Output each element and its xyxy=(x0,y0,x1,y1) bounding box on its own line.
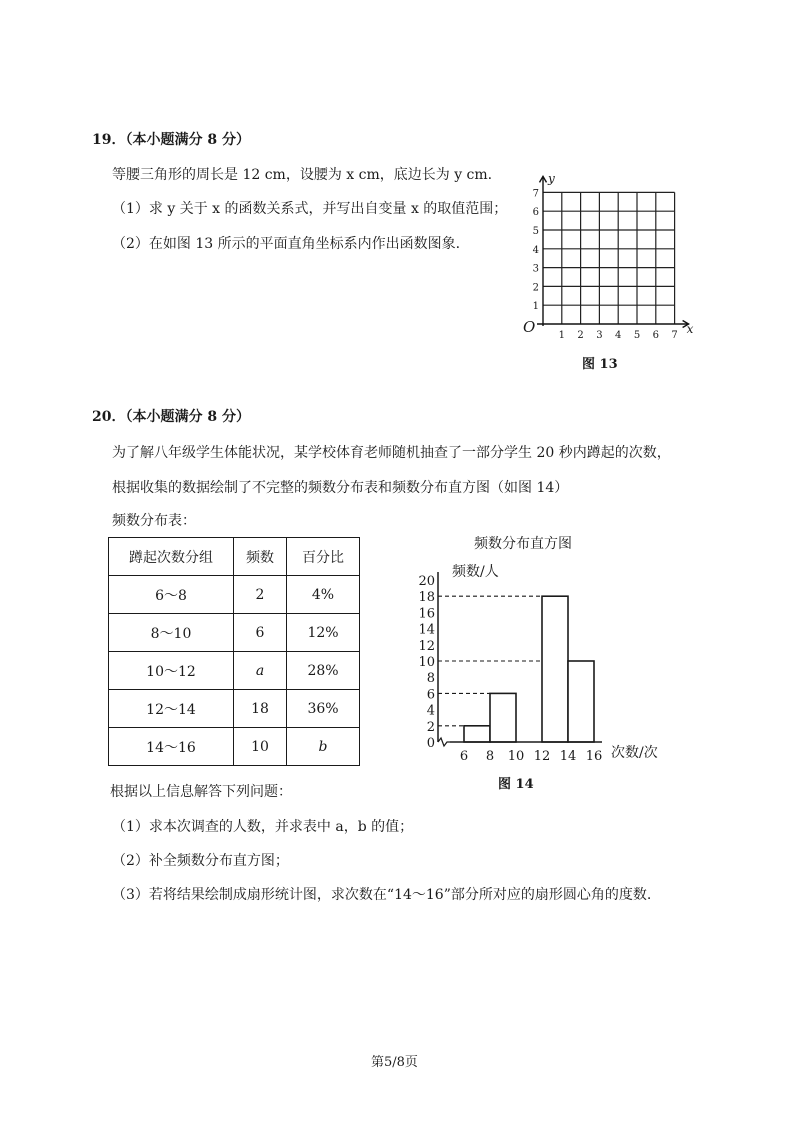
x-tick-labels xyxy=(460,749,602,764)
x-tick-label: 1 xyxy=(558,330,565,340)
table-header: 蹲起次数分组 xyxy=(109,538,234,576)
y-axis-label: y xyxy=(548,171,555,186)
axis-tick-labels xyxy=(523,171,694,340)
q20-part2: （2）补全频数分布直方图； xyxy=(112,853,289,869)
x-tick-label: 6 xyxy=(652,330,659,340)
q19-part1: （1）求 y 关于 x 的函数关系式，并写出自变量 x 的取值范围； xyxy=(112,201,508,217)
y-tick-label: 4 xyxy=(426,703,435,719)
table-cell: 12～14 xyxy=(109,690,234,728)
q20-title: 20．（本小题满分 8 分） xyxy=(92,409,250,425)
table-cell: 12% xyxy=(287,614,360,652)
table-cell: b xyxy=(287,728,360,766)
table-row xyxy=(109,728,360,766)
table-cell: 18 xyxy=(234,690,287,728)
y-tick-label: 8 xyxy=(426,671,435,687)
x-tick-label: 4 xyxy=(615,330,622,340)
y-tick-label: 14 xyxy=(418,622,435,638)
y-tick-label: 18 xyxy=(418,590,435,606)
y-tick-label: 20 xyxy=(418,574,435,589)
q20-part1: （1）求本次调查的人数，并求表中 a，b 的值； xyxy=(112,819,414,835)
q19-stem: 等腰三角形的周长是 12 cm，设腰为 x cm，底边长为 y cm. xyxy=(112,167,493,183)
x-tick-label: 12 xyxy=(533,749,551,764)
histogram-bar xyxy=(490,693,516,742)
x-tick-label: 5 xyxy=(633,330,641,340)
y-tick-label: 1 xyxy=(532,301,539,313)
y-tick-label: 6 xyxy=(532,207,539,219)
histogram-bars xyxy=(464,596,594,742)
x-tick-label: 7 xyxy=(671,330,678,340)
table-cell: 6 xyxy=(234,614,287,652)
histogram-bar xyxy=(568,661,594,742)
y-tick-label: 5 xyxy=(532,226,539,237)
axis-break-mark xyxy=(438,738,450,746)
table-row xyxy=(109,614,360,652)
table-row xyxy=(109,652,360,690)
table-header: 频数 xyxy=(234,538,287,576)
table-header-row xyxy=(109,538,360,576)
y-tick-label: 4 xyxy=(532,244,539,256)
table-cell: 14～16 xyxy=(109,728,234,766)
table-cell: 2 xyxy=(234,576,287,614)
table-header: 百分比 xyxy=(287,538,360,576)
table-cell: 28% xyxy=(287,652,360,690)
histogram-ylabel: 频数/人 xyxy=(452,564,499,580)
q20-after-line: 根据以上信息解答下列问题： xyxy=(110,784,292,800)
x-tick-label: 10 xyxy=(507,749,525,764)
y-tick-label: 2 xyxy=(426,719,435,735)
q20-intro-line2: 根据收集的数据绘制了不完整的频数分布表和频数分布直方图（如图 14） xyxy=(112,480,569,496)
x-tick-label: 2 xyxy=(577,330,584,340)
y-tick-label: 16 xyxy=(418,606,435,622)
histogram-bar xyxy=(464,726,490,742)
table-cell: 10 xyxy=(234,728,287,766)
histogram-xlabel: 次数/次 xyxy=(611,745,658,761)
x-axis-label: x xyxy=(686,322,694,336)
table-row xyxy=(109,690,360,728)
table-label: 频数分布表： xyxy=(112,513,196,529)
figure-13-coordinate-grid xyxy=(505,160,695,340)
q19-title: 19．（本小题满分 8 分） xyxy=(92,132,250,148)
x-tick-label: 16 xyxy=(585,749,603,764)
y-tick-label: 2 xyxy=(532,282,539,294)
q20-intro-line1: 为了解八年级学生体能状况，某学校体育老师随机抽查了一部分学生 20 秒内蹲起的次数， xyxy=(112,445,671,461)
table-cell: 10～12 xyxy=(109,652,234,690)
figure-13-caption: 图 13 xyxy=(582,357,618,372)
table-row xyxy=(109,576,360,614)
table-cell: 4% xyxy=(287,576,360,614)
x-tick-label: 3 xyxy=(596,330,603,340)
page-number: 第5/8页 xyxy=(371,1055,418,1070)
y-tick-label: 10 xyxy=(418,655,435,670)
y-tick-label: 3 xyxy=(532,263,539,275)
table-cell: a xyxy=(234,652,287,690)
x-tick-label: 6 xyxy=(459,749,469,764)
q20-part3: （3）若将结果绘制成扇形统计图，求次数在“14～16”部分所对应的扇形圆心角的度数. xyxy=(112,887,652,903)
histogram-chart xyxy=(410,560,680,775)
histogram-bar xyxy=(542,596,568,742)
x-tick-label: 8 xyxy=(485,749,495,764)
table-cell: 8～10 xyxy=(109,614,234,652)
y-tick-label: 6 xyxy=(426,687,435,703)
y-tick-label: 7 xyxy=(532,188,539,200)
origin-label: O xyxy=(523,318,536,336)
y-tick-label: 0 xyxy=(426,736,435,751)
y-tick-labels xyxy=(418,574,435,751)
histogram-title: 频数分布直方图 xyxy=(474,536,572,552)
x-tick-label: 14 xyxy=(559,749,577,764)
y-tick-label: 12 xyxy=(418,638,435,654)
q19-part2: （2）在如图 13 所示的平面直角坐标系内作出函数图象. xyxy=(112,236,461,252)
frequency-table xyxy=(108,537,360,766)
grid-lines xyxy=(543,192,675,324)
table-cell: 6～8 xyxy=(109,576,234,614)
figure-14-caption: 图 14 xyxy=(498,777,534,792)
table-cell: 36% xyxy=(287,690,360,728)
